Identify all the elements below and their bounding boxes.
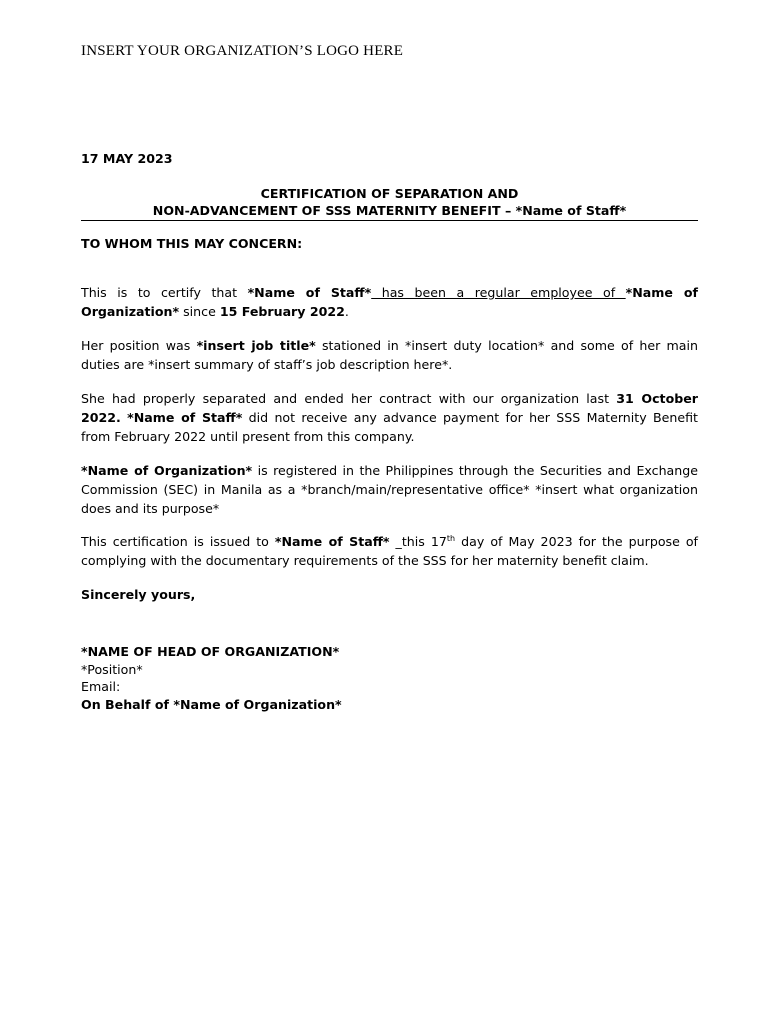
job-title: *insert job title*	[196, 338, 316, 353]
salutation: TO WHOM THIS MAY CONCERN:	[81, 236, 303, 251]
text: She had properly separated and ended her contract with our organization last	[81, 391, 617, 406]
text: This certification is issued to	[81, 534, 275, 549]
signatory-position: *Position*	[81, 661, 143, 677]
paragraph-separation	[81, 389, 698, 446]
text: since	[179, 304, 220, 319]
text: _this 17	[389, 534, 447, 549]
email-label: Email:	[81, 679, 121, 694]
paragraph-organization	[81, 461, 698, 518]
title-line-2: NON-ADVANCEMENT OF SSS MATERNITY BENEFIT – *Name of Staff*	[152, 203, 627, 218]
paragraph-issuance	[81, 532, 698, 570]
closing: Sincerely yours,	[81, 587, 196, 602]
text: .	[344, 304, 349, 319]
organization-name: *Name of Organization*	[81, 285, 698, 319]
paragraph-position	[81, 336, 698, 374]
staff-name: *Name of Staff*	[127, 410, 243, 425]
logo-placeholder: INSERT YOUR ORGANIZATION’S LOGO HERE	[81, 43, 404, 59]
staff-name: *Name of Staff*	[247, 285, 372, 300]
employment-start-date: 15 February 2022	[219, 304, 345, 319]
title-line-1: CERTIFICATION OF SEPARATION AND	[260, 186, 519, 201]
ordinal-suffix: th	[446, 533, 456, 543]
text: has been a regular employee of	[371, 285, 626, 300]
on-behalf-line: On Behalf of *Name of Organization*	[81, 696, 342, 712]
text: is registered in the Philippines through the Securities and Exchange Commission (SEC) in Manila as a *branch/main/representative office* *insert what organization does and its purpose*	[81, 463, 698, 516]
text: stationed in *insert duty location* and some of her main duties are *insert summary of staff’s job description here*.	[81, 338, 699, 372]
organization-name: *Name of Organization*	[81, 463, 253, 478]
signature-block	[81, 643, 342, 713]
text: Her position was	[81, 338, 197, 353]
text: day of May 2023 for the purpose of complying with the documentary requirements of the SSS for her maternity benefit claim.	[81, 534, 698, 568]
separation-date: 31 October 2022.	[81, 391, 698, 425]
signatory-name: *NAME OF HEAD OF ORGANIZATION*	[81, 644, 340, 659]
text: did not receive any advance payment for her SSS Maternity Benefit from February 2022 until present from this company.	[81, 410, 698, 444]
paragraph-employment	[81, 283, 698, 321]
staff-name: *Name of Staff*	[274, 534, 390, 549]
letter-title	[81, 185, 698, 221]
text: This is to certify that	[81, 285, 248, 300]
letter-date: 17 MAY 2023	[81, 151, 173, 166]
